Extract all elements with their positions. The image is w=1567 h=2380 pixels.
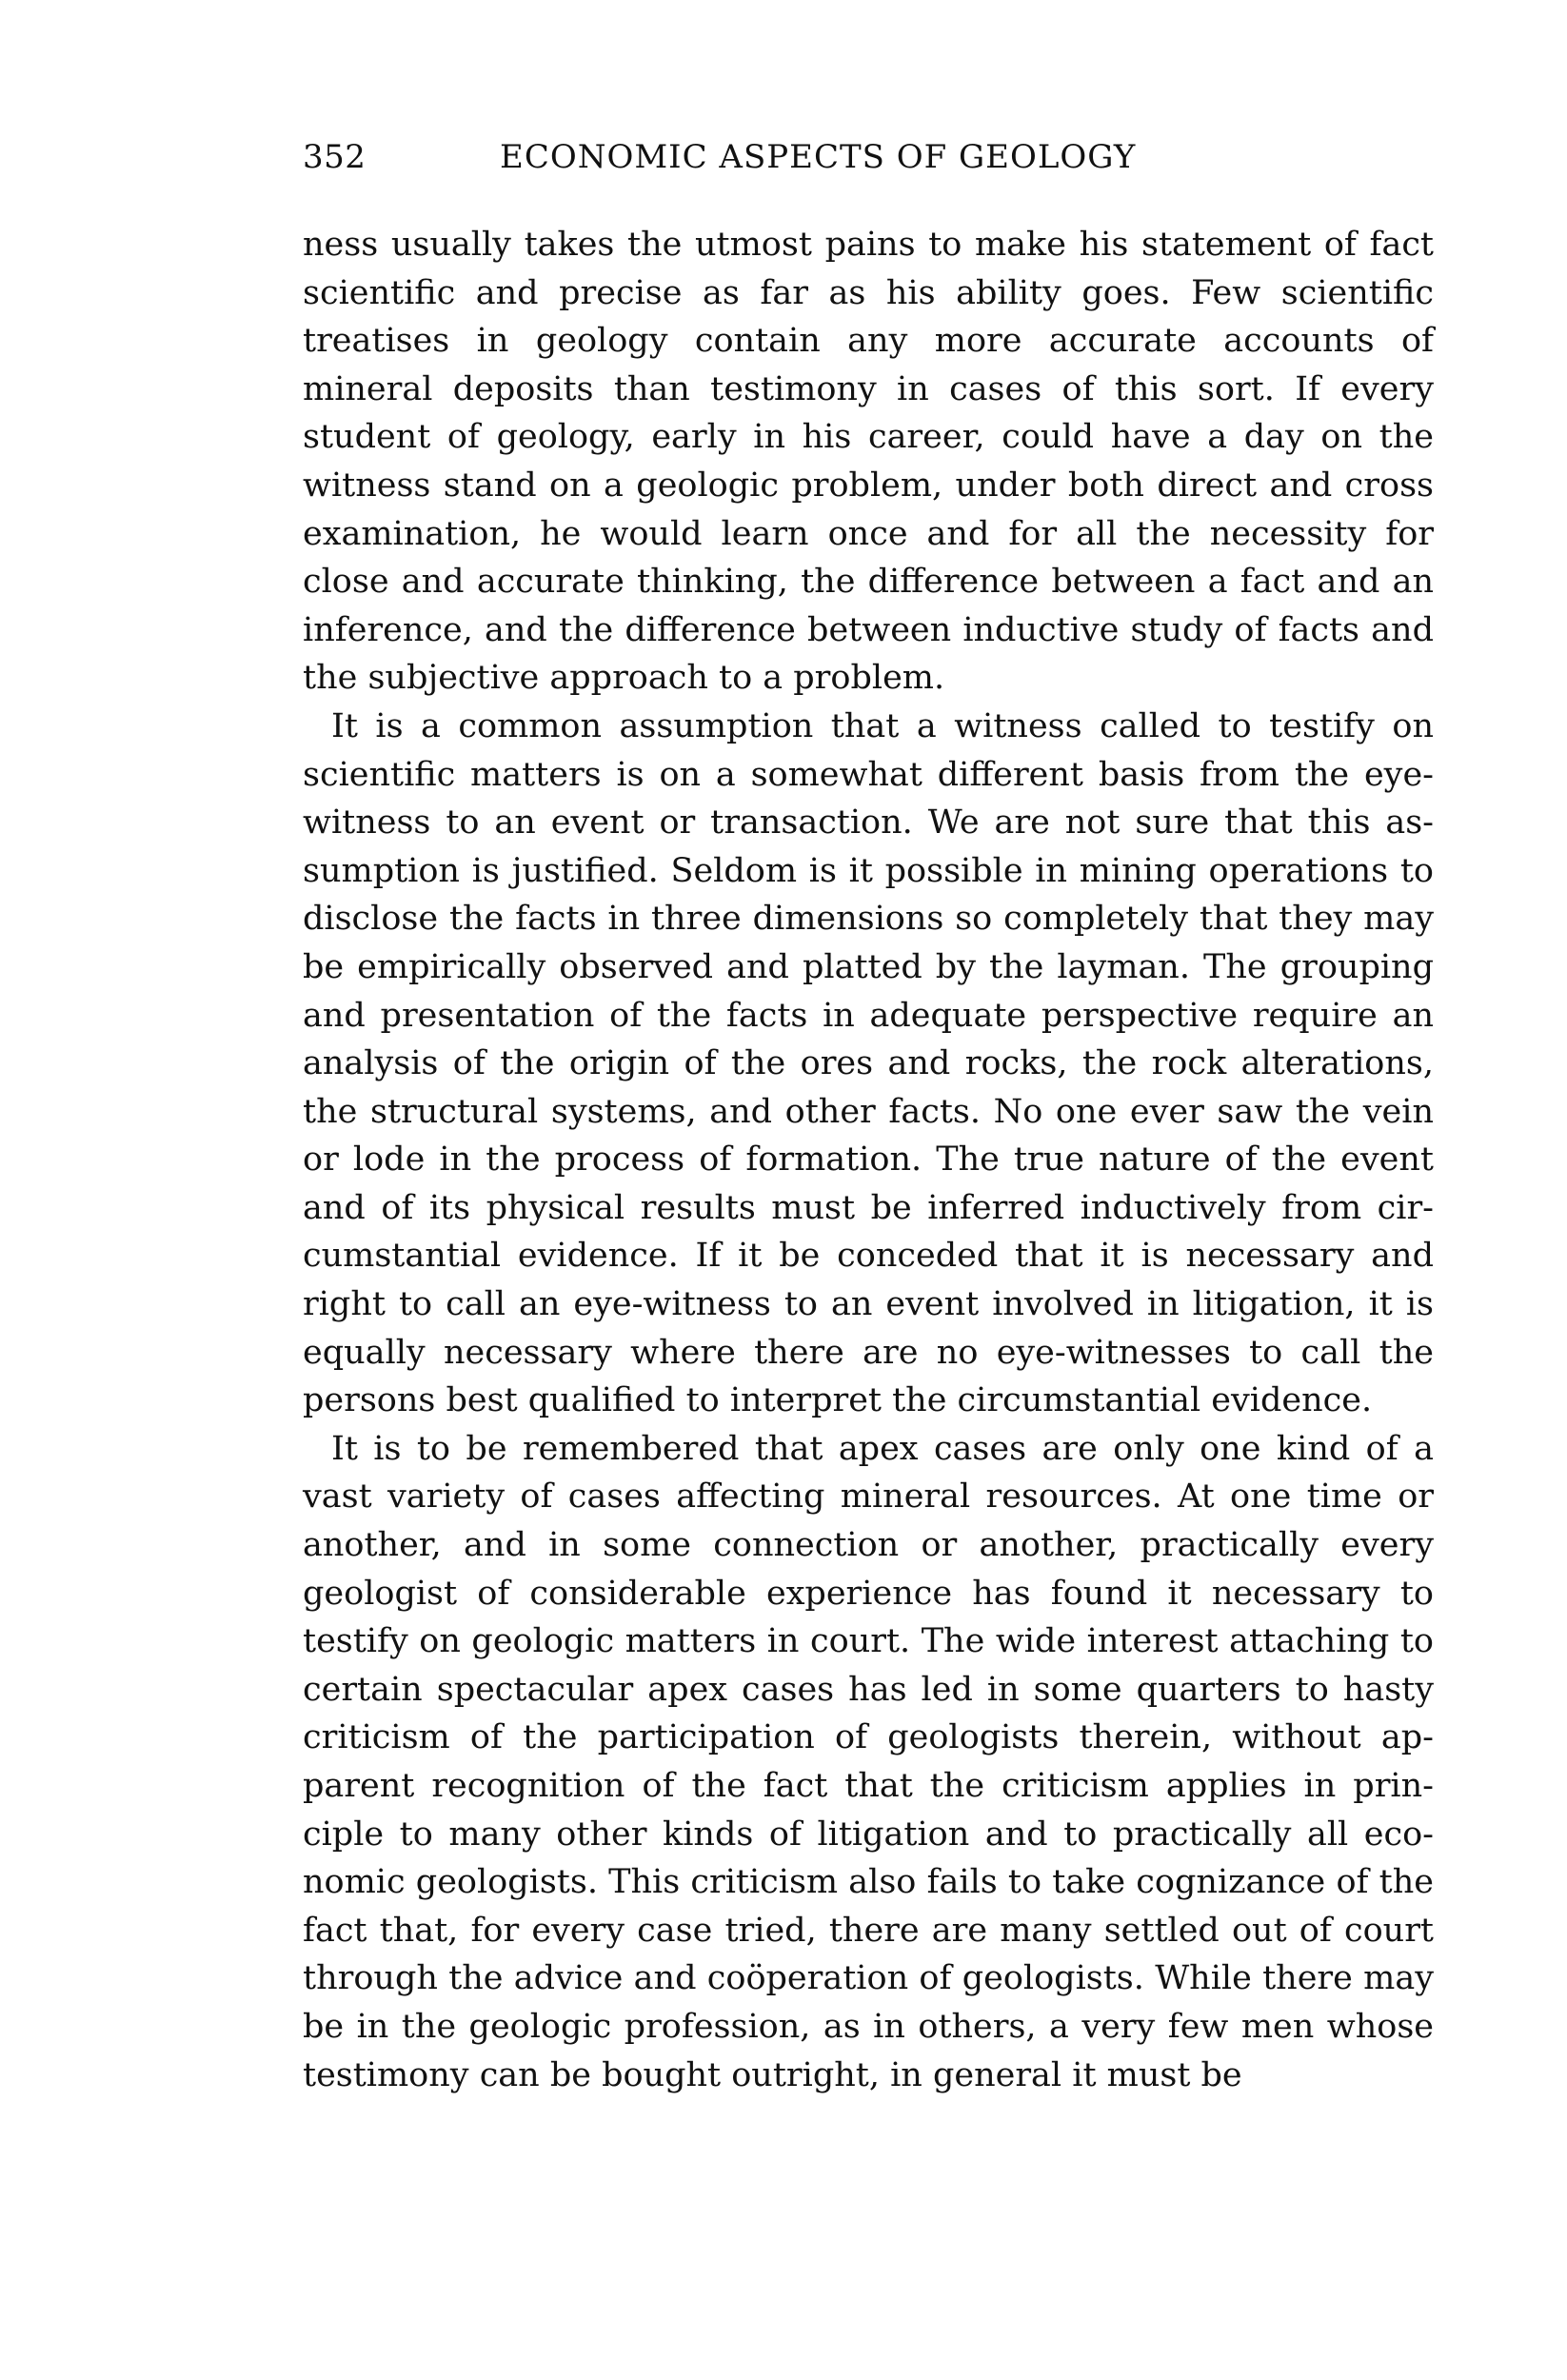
paragraph-continuation: ness usually takes the utmost pains to make his statement of fact scientific and precise as far as his ability goes. Few scientific treatises in geology contain any more accurate accounts of mineral deposits than testimony in cases of this sort. If every student of geology, early in his career, could have a day on the witness stand on a geologic problem, under both direct and cross examination, he would learn once and for all the necessity for close and accurate thinking, the difference between a fact and an inference, and the difference between inductive study of facts and the subjective approach to a problem. — [303, 226, 1434, 698]
running-head — [303, 133, 1434, 181]
page-number: 352 — [303, 138, 367, 176]
paragraph: It is to be remembered that apex cases are only one kind of a vast variety of cases affecting mineral resources. At one time or another, and in some connection or another, practically every geologist of considerable experience has found it necessary to testify on geologic matters in court. The wide interest attaching to certain spectacular apex cases has led in some quarters to hasty criticism of the participation of geologists therein, without apparent recognition of the fact that the criticism applies in principle to many other kinds of litigation and to practically all economic geologists. This criticism also fails to take cognizance of the fact that, for every case tried, there are many settled out of court through the advice and coöperation of geologists. While there may be in the geologic profession, as in others, a very few men whose testimony can be bought outright, in general it must be — [303, 1429, 1434, 2094]
body-text — [303, 221, 1434, 2099]
running-title: ECONOMIC ASPECTS OF GEOLOGY — [500, 138, 1137, 176]
paragraph: It is a common assumption that a witness called to testify on scientific matters is on a somewhat different basis from the eye-witness to an event or transaction. We are not sure that this assumption is justified. Seldom is it possible in mining operations to disclose the facts in three dimensions so completely that they may be empirically observed and platted by the layman. The grouping and presentation of the facts in adequate perspective require an analysis of the origin of the ores and rocks, the rock alterations, the structural systems, and other facts. No one ever saw the vein or lode in the process of formation. The true nature of the event and of its physical results must be inferred inductively from circumstantial evidence. If it be conceded that it is necessary and right to call an eye-witness to an event involved in litigation, it is equally necessary where there are no eye-witnesses to call the persons best qualified to interpret the circumstantial evidence. — [303, 706, 1434, 1420]
